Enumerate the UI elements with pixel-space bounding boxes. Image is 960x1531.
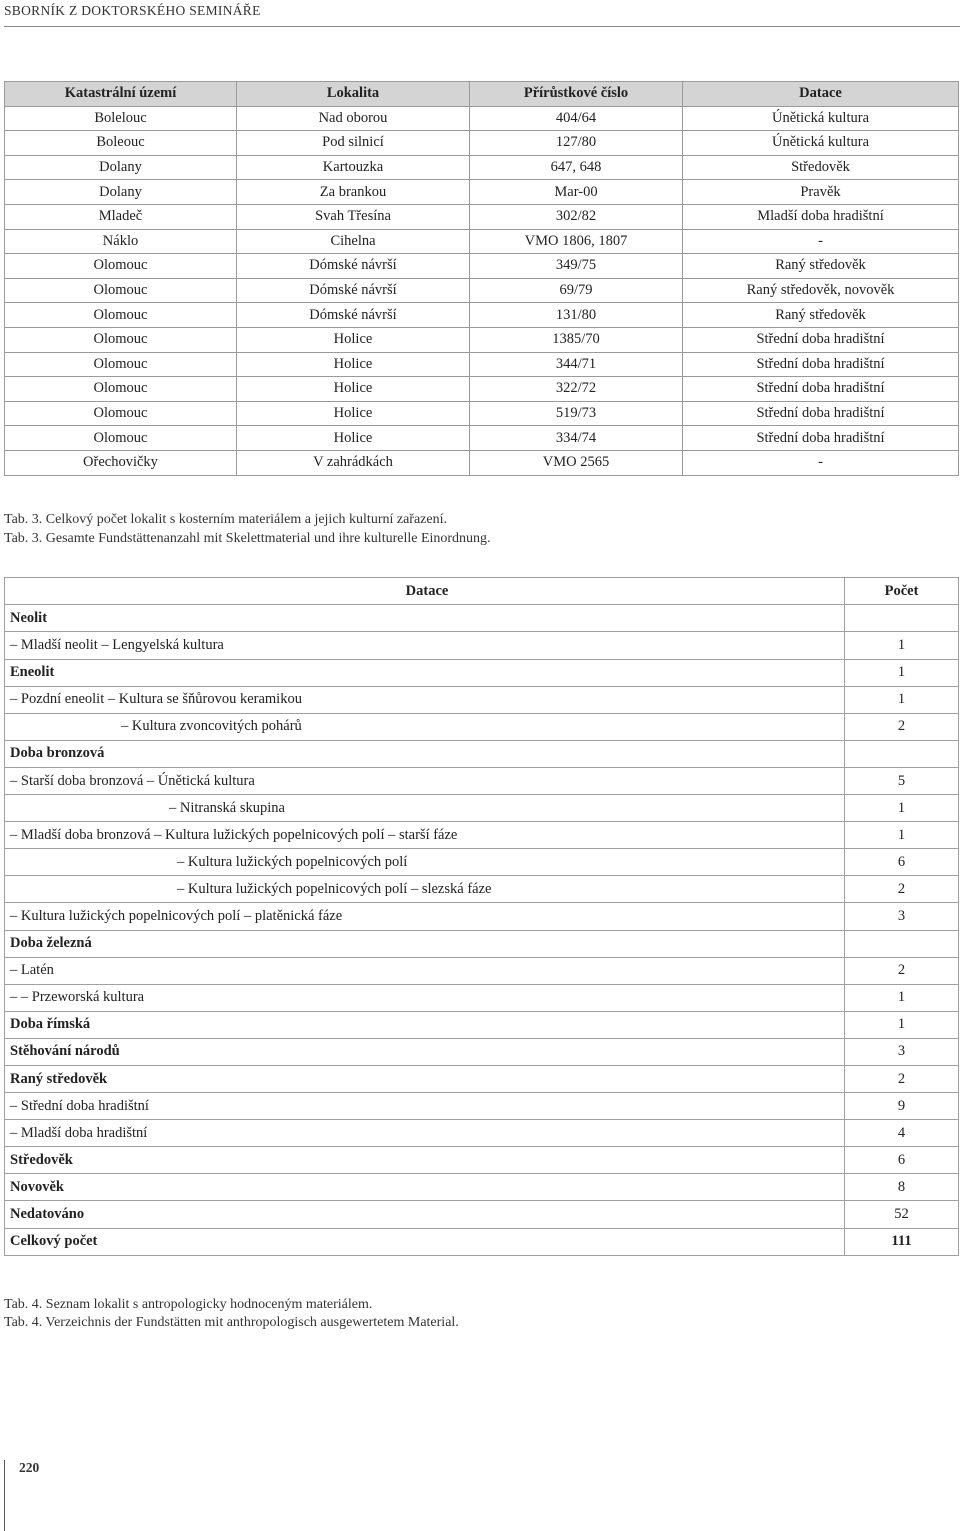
header-rule xyxy=(4,26,960,27)
sites-table-header xyxy=(5,82,959,107)
cell-dating-label: – Latén xyxy=(5,957,845,984)
col-header-count: Počet xyxy=(845,578,959,605)
cell-locality: Dómské návrší xyxy=(237,303,470,328)
cell-locality: Svah Třesína xyxy=(237,204,470,229)
table-row xyxy=(5,131,959,156)
cell-cadastral: Dolany xyxy=(5,180,237,205)
cell-locality: Holice xyxy=(237,401,470,426)
table-row xyxy=(5,278,959,303)
table-row xyxy=(5,352,959,377)
cell-dating: Mladší doba hradištní xyxy=(683,204,959,229)
table-row xyxy=(5,401,959,426)
col-header-dating: Datace xyxy=(5,578,845,605)
cell-cadastral: Olomouc xyxy=(5,254,237,279)
cell-count: 1 xyxy=(845,822,959,849)
cell-count xyxy=(845,930,959,957)
caption-tab4-de: Tab. 4. Verzeichnis der Fundstätten mit anthropologisch ausgewertetem Material. xyxy=(4,1315,459,1330)
cell-cadastral: Ořechovičky xyxy=(5,450,237,475)
caption-tab3-cz: Tab. 3. Celkový počet lokalit s kosterním materiálem a jejich kulturní zařazení. xyxy=(4,512,447,527)
cell-accession: 69/79 xyxy=(470,278,683,303)
cell-accession: 519/73 xyxy=(470,401,683,426)
cell-cadastral: Olomouc xyxy=(5,401,237,426)
cell-dating-label: – – Przeworská kultura xyxy=(5,984,845,1011)
cell-accession: 647, 648 xyxy=(470,155,683,180)
cell-dating-label: Stěhování národů xyxy=(5,1038,845,1065)
cell-accession: 1385/70 xyxy=(470,327,683,352)
cell-accession: 322/72 xyxy=(470,377,683,402)
cell-dating-label: – Kultura zvoncovitých pohárů xyxy=(5,713,845,740)
cell-dating-label: – Pozdní eneolit – Kultura se šňůrovou keramikou xyxy=(5,686,845,713)
table-row xyxy=(5,984,959,1011)
cell-cadastral: Olomouc xyxy=(5,278,237,303)
cell-dating-label: – Kultura lužických popelnicových polí – slezská fáze xyxy=(5,876,845,903)
cell-cadastral: Olomouc xyxy=(5,303,237,328)
col-header-cadastral: Katastrální území xyxy=(5,82,237,107)
cell-accession: VMO 1806, 1807 xyxy=(470,229,683,254)
cell-count: 6 xyxy=(845,1147,959,1174)
running-header: SBORNÍK Z DOKTORSKÉHO SEMINÁŘE xyxy=(4,3,261,18)
table-row xyxy=(5,377,959,402)
table-row xyxy=(5,1147,959,1174)
cell-dating-label: Celkový počet xyxy=(5,1228,845,1255)
cell-dating-label: – Starší doba bronzová – Únětická kultura xyxy=(5,767,845,794)
cell-accession: VMO 2565 xyxy=(470,450,683,475)
cell-dating: Únětická kultura xyxy=(683,106,959,131)
cell-count: 6 xyxy=(845,849,959,876)
cell-locality: Za brankou xyxy=(237,180,470,205)
table-row xyxy=(5,713,959,740)
cell-count: 4 xyxy=(845,1120,959,1147)
cell-dating: Pravěk xyxy=(683,180,959,205)
table-row xyxy=(5,876,959,903)
cell-dating-label: Středověk xyxy=(5,1147,845,1174)
cell-count: 1 xyxy=(845,632,959,659)
cell-locality: Dómské návrší xyxy=(237,278,470,303)
cell-count: 1 xyxy=(845,984,959,1011)
table-row xyxy=(5,450,959,475)
cell-count: 1 xyxy=(845,1011,959,1038)
table-row xyxy=(5,180,959,205)
table-row xyxy=(5,795,959,822)
cell-cadastral: Mladeč xyxy=(5,204,237,229)
cell-count: 52 xyxy=(845,1201,959,1228)
cell-dating-label: – Mladší doba bronzová – Kultura lužických popelnicových polí – starší fáze xyxy=(5,822,845,849)
cell-accession: 344/71 xyxy=(470,352,683,377)
cell-dating-label: Nedatováno xyxy=(5,1201,845,1228)
table-row xyxy=(5,849,959,876)
cell-count: 1 xyxy=(845,686,959,713)
cell-dating-label: Eneolit xyxy=(5,659,845,686)
table-row xyxy=(5,426,959,451)
cell-dating: Raný středověk, novověk xyxy=(683,278,959,303)
cell-locality: Cihelna xyxy=(237,229,470,254)
cell-cadastral: Boleouc xyxy=(5,131,237,156)
cell-dating: Středověk xyxy=(683,155,959,180)
table-row xyxy=(5,740,959,767)
table-row xyxy=(5,303,959,328)
col-header-locality: Lokalita xyxy=(237,82,470,107)
cell-dating-label: Raný středověk xyxy=(5,1065,845,1092)
cell-dating: Únětická kultura xyxy=(683,131,959,156)
table-row xyxy=(5,1065,959,1092)
table-row xyxy=(5,1120,959,1147)
cell-count: 111 xyxy=(845,1228,959,1255)
table-row xyxy=(5,903,959,930)
cell-dating: Střední doba hradištní xyxy=(683,401,959,426)
cell-count: 9 xyxy=(845,1093,959,1120)
cell-dating-label: Doba železná xyxy=(5,930,845,957)
cell-dating: Střední doba hradištní xyxy=(683,327,959,352)
cell-cadastral: Dolany xyxy=(5,155,237,180)
cell-locality: Nad oborou xyxy=(237,106,470,131)
cell-count: 2 xyxy=(845,1065,959,1092)
table-row xyxy=(5,1093,959,1120)
cell-cadastral: Olomouc xyxy=(5,426,237,451)
cell-count xyxy=(845,605,959,632)
cell-count: 5 xyxy=(845,767,959,794)
table-row xyxy=(5,106,959,131)
dating-count-table xyxy=(4,577,959,1256)
page-number: 220 xyxy=(19,1460,40,1475)
cell-accession: 127/80 xyxy=(470,131,683,156)
cell-count: 1 xyxy=(845,795,959,822)
cell-dating: - xyxy=(683,450,959,475)
cell-dating: Střední doba hradištní xyxy=(683,426,959,451)
cell-accession: 302/82 xyxy=(470,204,683,229)
dating-table-header xyxy=(5,578,959,605)
cell-count xyxy=(845,740,959,767)
cell-dating: Raný středověk xyxy=(683,254,959,279)
table-row xyxy=(5,822,959,849)
col-header-dating: Datace xyxy=(683,82,959,107)
table-row xyxy=(5,767,959,794)
table-row xyxy=(5,204,959,229)
cell-count: 3 xyxy=(845,903,959,930)
cell-dating: Střední doba hradištní xyxy=(683,377,959,402)
table-row xyxy=(5,1174,959,1201)
cell-locality: Holice xyxy=(237,327,470,352)
cell-dating-label: Novověk xyxy=(5,1174,845,1201)
cell-cadastral: Olomouc xyxy=(5,352,237,377)
cell-locality: Pod silnicí xyxy=(237,131,470,156)
page-number-rule xyxy=(4,1460,5,1531)
cell-accession: 349/75 xyxy=(470,254,683,279)
cell-dating-label: Doba římská xyxy=(5,1011,845,1038)
cell-cadastral: Olomouc xyxy=(5,327,237,352)
cell-count: 8 xyxy=(845,1174,959,1201)
cell-dating-label: Doba bronzová xyxy=(5,740,845,767)
cell-count: 2 xyxy=(845,713,959,740)
table-row xyxy=(5,229,959,254)
table-row xyxy=(5,1201,959,1228)
cell-dating: - xyxy=(683,229,959,254)
table-row xyxy=(5,1038,959,1065)
cell-dating-label: – Střední doba hradištní xyxy=(5,1093,845,1120)
cell-locality: Holice xyxy=(237,377,470,402)
cell-locality: Holice xyxy=(237,352,470,377)
table-row xyxy=(5,659,959,686)
cell-accession: 131/80 xyxy=(470,303,683,328)
cell-dating-label: – Nitranská skupina xyxy=(5,795,845,822)
cell-count: 1 xyxy=(845,659,959,686)
cell-locality: Kartouzka xyxy=(237,155,470,180)
table-row xyxy=(5,1011,959,1038)
table-row xyxy=(5,930,959,957)
cell-locality: Holice xyxy=(237,426,470,451)
cell-dating-label: – Mladší doba hradištní xyxy=(5,1120,845,1147)
cell-accession: 404/64 xyxy=(470,106,683,131)
sites-table xyxy=(4,81,959,476)
cell-dating-label: Neolit xyxy=(5,605,845,632)
caption-tab3-de: Tab. 3. Gesamte Fundstättenanzahl mit Skelettmaterial und ihre kulturelle Einordnung. xyxy=(4,531,491,546)
caption-tab4-cz: Tab. 4. Seznam lokalit s antropologicky hodnoceným materiálem. xyxy=(4,1297,373,1312)
cell-dating-label: – Kultura lužických popelnicových polí – platěnická fáze xyxy=(5,903,845,930)
cell-cadastral: Bolelouc xyxy=(5,106,237,131)
cell-dating: Střední doba hradištní xyxy=(683,352,959,377)
cell-accession: Mar-00 xyxy=(470,180,683,205)
cell-locality: V zahrádkách xyxy=(237,450,470,475)
table-row xyxy=(5,957,959,984)
table-row xyxy=(5,155,959,180)
table-row xyxy=(5,254,959,279)
table-row xyxy=(5,327,959,352)
cell-cadastral: Náklo xyxy=(5,229,237,254)
cell-dating-label: – Kultura lužických popelnicových polí xyxy=(5,849,845,876)
table-row xyxy=(5,1228,959,1255)
cell-count: 2 xyxy=(845,876,959,903)
cell-count: 2 xyxy=(845,957,959,984)
cell-locality: Dómské návrší xyxy=(237,254,470,279)
table-row xyxy=(5,605,959,632)
cell-count: 3 xyxy=(845,1038,959,1065)
table-row xyxy=(5,632,959,659)
cell-dating: Raný středověk xyxy=(683,303,959,328)
cell-cadastral: Olomouc xyxy=(5,377,237,402)
table-row xyxy=(5,686,959,713)
cell-dating-label: – Mladší neolit – Lengyelská kultura xyxy=(5,632,845,659)
col-header-accession: Přírůstkové číslo xyxy=(470,82,683,107)
cell-accession: 334/74 xyxy=(470,426,683,451)
